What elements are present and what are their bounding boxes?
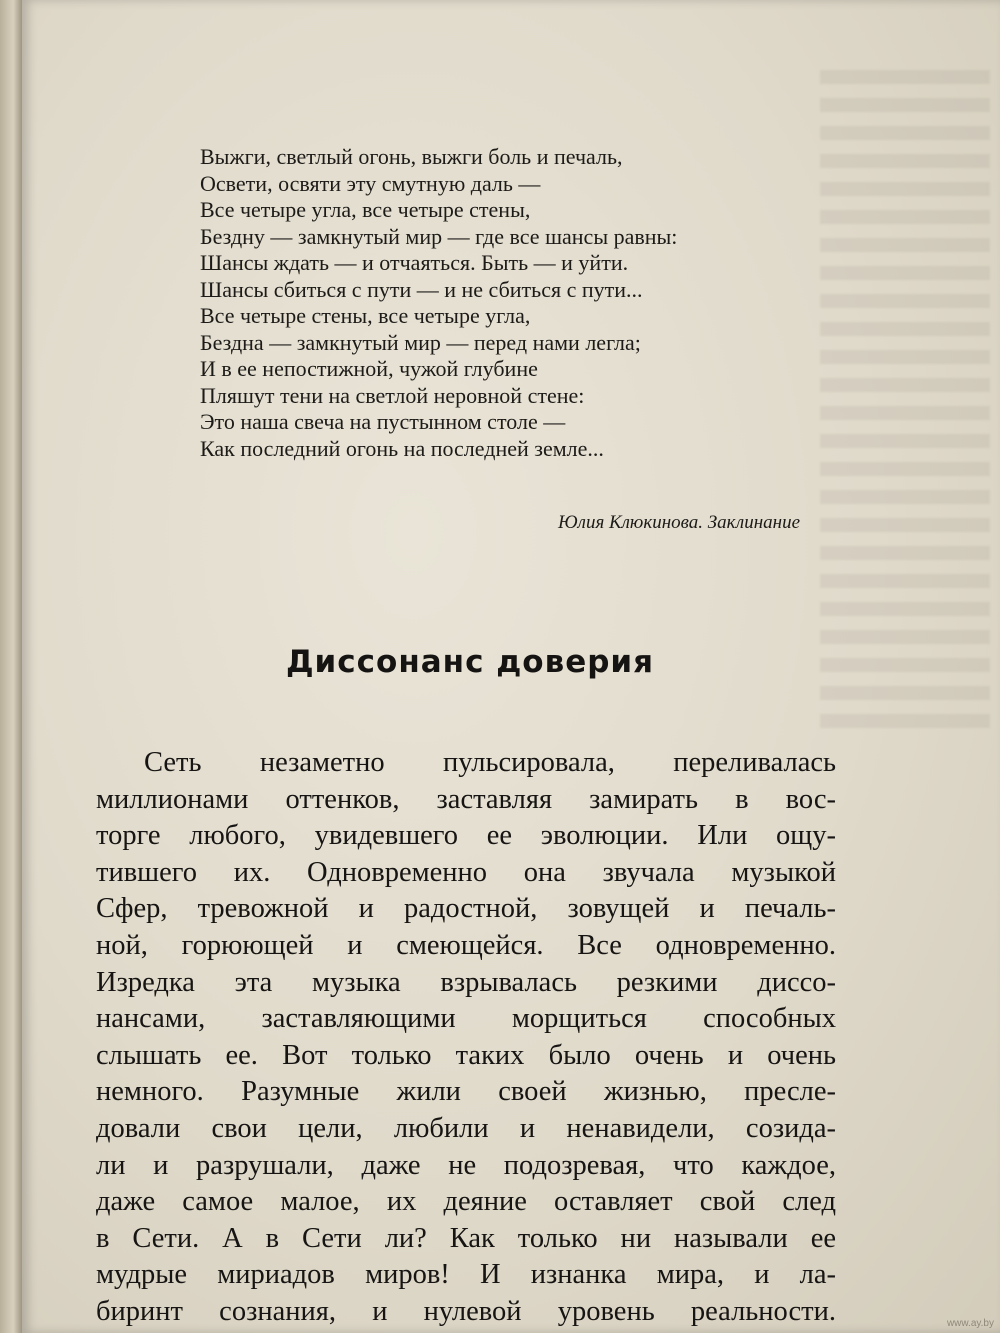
text-line: биринт сознания, и нулевой уровень реальности. xyxy=(96,1295,836,1327)
poem-line: Шансы ждать — и отчаяться. Быть — и уйти. xyxy=(200,250,629,275)
text-line: нансами, заставляющими морщиться способных xyxy=(96,1003,836,1035)
epigraph-attribution: Юлия Клюкинова. Заклинание xyxy=(558,512,800,533)
text-line: слышать ее. Вот только таких было очень и очень xyxy=(96,1039,836,1071)
poem-line: Все четыре угла, все четыре стены, xyxy=(200,197,531,222)
poem-line: Выжги, светлый огонь, выжги боль и печаль, xyxy=(200,144,623,169)
text-line: Изредка эта музыка взрывалась резкими диссо- xyxy=(96,966,836,998)
text-line: миллионами оттенков, заставляя замирать в вос- xyxy=(96,783,836,815)
chapter-text xyxy=(96,745,836,1331)
text-line: немного. Разумные жили своей жизнью, пресле- xyxy=(96,1076,836,1108)
watermark: www.ay.by xyxy=(946,1318,994,1329)
poem-line: Как последний огонь на последней земле... xyxy=(200,435,604,461)
text-line: ли и разрушали, даже не подозревая, что каждое, xyxy=(96,1149,836,1181)
text-line: мудрые мириадов миров! И изнанка мира, и ла- xyxy=(96,1259,836,1291)
poem-line: Бездна — замкнутый мир — перед нами легла; xyxy=(200,329,641,355)
poem-line: Пляшут тени на светлой неровной стене: xyxy=(200,382,585,408)
text-line: ной, горюющей и смеющейся. Все одновременно. xyxy=(96,929,836,961)
text-line: тившего их. Одновременно она звучала музыкой xyxy=(96,856,836,888)
adjacent-page-edge xyxy=(0,0,22,1333)
show-through-text xyxy=(820,70,990,730)
text-line: даже самое малое, их деяние оставляет свой след xyxy=(96,1186,836,1218)
poem-line: Это наша свеча на пустынном столе — xyxy=(200,409,566,434)
text-line: Сеть незаметно пульсировала, переливалась xyxy=(144,747,836,778)
chapter-title: Диссонанс доверия xyxy=(285,644,655,680)
poem-line: И в ее непостижной, чужой глубине xyxy=(200,356,538,381)
poem-line: Все четыре стены, все четыре угла, xyxy=(200,303,531,328)
poem-line: Освети, освяти эту смутную даль — xyxy=(200,170,541,196)
poem-line: Шансы сбиться с пути — и не сбиться с пути... xyxy=(200,276,643,302)
poem-line: Бездну — замкнутый мир — где все шансы равны: xyxy=(200,223,678,249)
text-line: торге любого, увидевшего ее эволюции. Или ощу- xyxy=(96,820,836,852)
text-line: в Сети. А в Сети ли? Как только ни называли ее xyxy=(96,1222,836,1254)
text-line: Сфер, тревожной и радостной, зовущей и печаль- xyxy=(96,893,836,925)
text-line: довали свои цели, любили и ненавидели, созида- xyxy=(96,1112,836,1144)
epigraph-poem xyxy=(200,144,840,462)
